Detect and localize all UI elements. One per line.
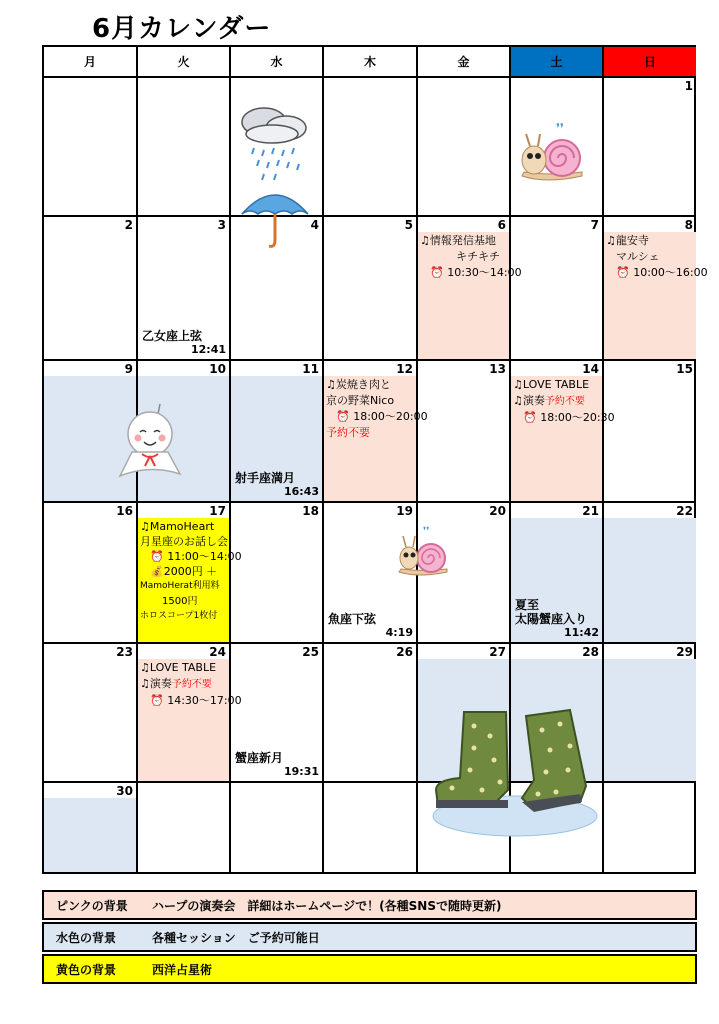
weekday-fri: 金 <box>418 47 511 78</box>
event-time: ⏰ 18:00～20:30 <box>523 411 615 424</box>
blue-background <box>604 518 696 642</box>
svg-text:❜❜: ❜❜ <box>556 121 564 135</box>
day-cell-empty <box>44 78 138 217</box>
moon-phase-name: 魚座下弦 <box>328 612 377 626</box>
day-number: 22 <box>676 504 693 518</box>
day-cell-14[interactable] <box>511 361 615 503</box>
legend-key: 黄色の背景 <box>56 962 117 977</box>
event-time: ⏰ 18:00～20:00 <box>336 410 428 423</box>
event-venue: キチキチ <box>456 250 500 263</box>
solstice-time: 11:42 <box>563 626 599 639</box>
event-title: ♫情報発信基地 <box>420 234 496 247</box>
moon-phase-time: 4:19 <box>385 626 413 639</box>
day-number: 12 <box>396 362 413 376</box>
event-note: ホロスコープ1枚付 <box>140 611 218 621</box>
moon-phase <box>235 751 319 779</box>
event-title: ♫LOVE TABLE <box>140 661 217 674</box>
day-cell-5[interactable] <box>324 217 418 361</box>
umbrella-icon <box>238 180 312 252</box>
day-number: 29 <box>676 645 693 659</box>
day-cell-29[interactable] <box>604 644 696 783</box>
day-cell-24[interactable] <box>138 644 242 783</box>
snail-icon <box>395 524 451 580</box>
day-cell-18[interactable] <box>231 503 324 644</box>
blue-background <box>44 798 136 872</box>
day-number: 27 <box>489 645 506 659</box>
day-number: 28 <box>582 645 599 659</box>
event-info <box>326 377 428 441</box>
day-number: 6 <box>497 218 506 232</box>
event-venue: 京の野菜Nico <box>326 394 395 407</box>
day-number: 15 <box>676 362 693 376</box>
weekday-tue: 火 <box>138 47 231 78</box>
moon-phase-time: 19:31 <box>283 765 319 778</box>
day-number: 26 <box>396 645 413 659</box>
day-number: 24 <box>209 645 226 659</box>
legend-yellow <box>42 954 697 984</box>
teru-teru-bozu-icon <box>110 402 190 482</box>
day-cell-15[interactable] <box>604 361 696 503</box>
event-time: ⏰ 10:00～16:00 <box>616 266 708 279</box>
legend-text: ハープの演奏会 詳細はホームページで！(各種SNSで随時更新) <box>152 898 502 913</box>
day-cell-empty <box>604 783 696 872</box>
day-cell-12[interactable] <box>324 361 428 503</box>
day-cell-26[interactable] <box>324 644 418 783</box>
day-cell-13[interactable] <box>418 361 511 503</box>
reservation-note: 予約不要 <box>544 396 585 407</box>
event-type: ♫演奏 <box>140 677 172 690</box>
day-cell-17[interactable] <box>138 503 242 644</box>
day-cell-25[interactable] <box>231 644 324 783</box>
day-number: 13 <box>489 362 506 376</box>
day-number: 20 <box>489 504 506 518</box>
event-venue: マルシェ <box>616 250 660 263</box>
day-cell-2[interactable] <box>44 217 138 361</box>
day-cell-23[interactable] <box>44 644 138 783</box>
moon-phase-time: 12:41 <box>190 343 226 356</box>
day-number: 14 <box>582 362 599 376</box>
legend-blue <box>42 922 697 952</box>
legend-key: 水色の背景 <box>56 930 117 945</box>
day-cell-empty <box>418 78 511 217</box>
event-time: ⏰ 14:30～17:00 <box>150 694 242 707</box>
blue-background <box>604 659 696 781</box>
moon-phase-name: 射手座満月 <box>235 471 296 485</box>
weekday-wed: 水 <box>231 47 324 78</box>
moon-phase-time: 16:43 <box>283 485 319 498</box>
day-cell-6[interactable] <box>418 217 522 361</box>
day-cell-16[interactable] <box>44 503 138 644</box>
solstice-info <box>515 598 599 640</box>
weekday-thu: 木 <box>324 47 418 78</box>
day-number: 11 <box>302 362 319 376</box>
day-number: 21 <box>582 504 599 518</box>
event-subtitle: 月星座のお話し会 <box>140 535 228 548</box>
reservation-note: 予約不要 <box>326 426 370 439</box>
day-number: 16 <box>116 504 133 518</box>
day-cell-empty <box>138 783 231 872</box>
day-number: 17 <box>209 504 226 518</box>
day-number: 9 <box>124 362 133 376</box>
page-title: 6月カレンダー <box>92 14 272 44</box>
moon-phase-name: 蟹座新月 <box>235 751 284 765</box>
day-number: 8 <box>684 218 693 232</box>
day-number: 4 <box>310 218 319 232</box>
day-number: 25 <box>302 645 319 659</box>
legend-key: ピンクの背景 <box>56 898 128 913</box>
day-cell-empty <box>138 78 231 217</box>
day-cell-7[interactable] <box>511 217 604 361</box>
rain-boots-icon <box>430 706 600 840</box>
day-cell-22[interactable] <box>604 503 696 644</box>
event-title: ♫MamoHeart <box>140 520 215 533</box>
day-cell-3[interactable] <box>138 217 231 361</box>
weekday-sat: 土 <box>511 47 604 78</box>
day-cell-21[interactable] <box>511 503 604 644</box>
moon-phase <box>328 612 413 640</box>
event-fee-label: MamoHerat利用料 <box>140 581 220 591</box>
event-time: ⏰ 10:30～14:00 <box>430 266 522 279</box>
solstice-name: 夏至 <box>515 598 540 612</box>
weekday-sun: 日 <box>604 47 696 78</box>
moon-phase <box>142 329 226 357</box>
weekday-mon: 月 <box>44 47 138 78</box>
svg-text:❜❜: ❜❜ <box>423 526 430 537</box>
event-fee: 1500円 <box>162 596 198 607</box>
event-title: ♫炭焼き肉と <box>326 378 391 391</box>
day-cell-empty <box>324 783 418 872</box>
event-info <box>140 660 242 709</box>
day-cell-empty <box>231 783 324 872</box>
day-cell-1[interactable] <box>604 78 696 217</box>
event-type: ♫演奏 <box>513 394 545 407</box>
legend-text: 各種セッション ご予約可能日 <box>152 930 320 945</box>
event-info <box>606 233 708 281</box>
day-number: 18 <box>302 504 319 518</box>
event-title: ♫LOVE TABLE <box>513 378 590 391</box>
day-number: 2 <box>124 218 133 232</box>
day-cell-empty <box>324 78 418 217</box>
sun-sign-name: 太陽蟹座入り <box>515 612 588 626</box>
event-time: ⏰ 11:00～14:00 <box>150 550 242 563</box>
reservation-note: 予約不要 <box>171 679 212 690</box>
day-cell-8[interactable] <box>604 217 708 361</box>
day-number: 19 <box>396 504 413 518</box>
day-number: 23 <box>116 645 133 659</box>
snail-icon <box>516 118 588 188</box>
legend-pink <box>42 890 697 920</box>
moon-phase <box>235 471 319 499</box>
day-number: 10 <box>209 362 226 376</box>
day-cell-30[interactable] <box>44 783 138 872</box>
day-number: 5 <box>404 218 413 232</box>
legend-text: 西洋占星術 <box>152 962 213 977</box>
moon-phase-name: 乙女座上弦 <box>142 329 203 343</box>
day-cell-11[interactable] <box>231 361 324 503</box>
day-number: 7 <box>590 218 599 232</box>
event-title: ♫龍安寺 <box>606 234 649 247</box>
rain-cloud-icon <box>234 100 312 190</box>
day-number: 30 <box>116 784 133 798</box>
day-number: 1 <box>684 79 693 93</box>
event-info <box>140 519 242 624</box>
event-info <box>420 233 522 281</box>
day-number: 3 <box>217 218 226 232</box>
event-price: 💰2000円 ＋ <box>150 565 218 578</box>
event-info <box>513 377 615 426</box>
